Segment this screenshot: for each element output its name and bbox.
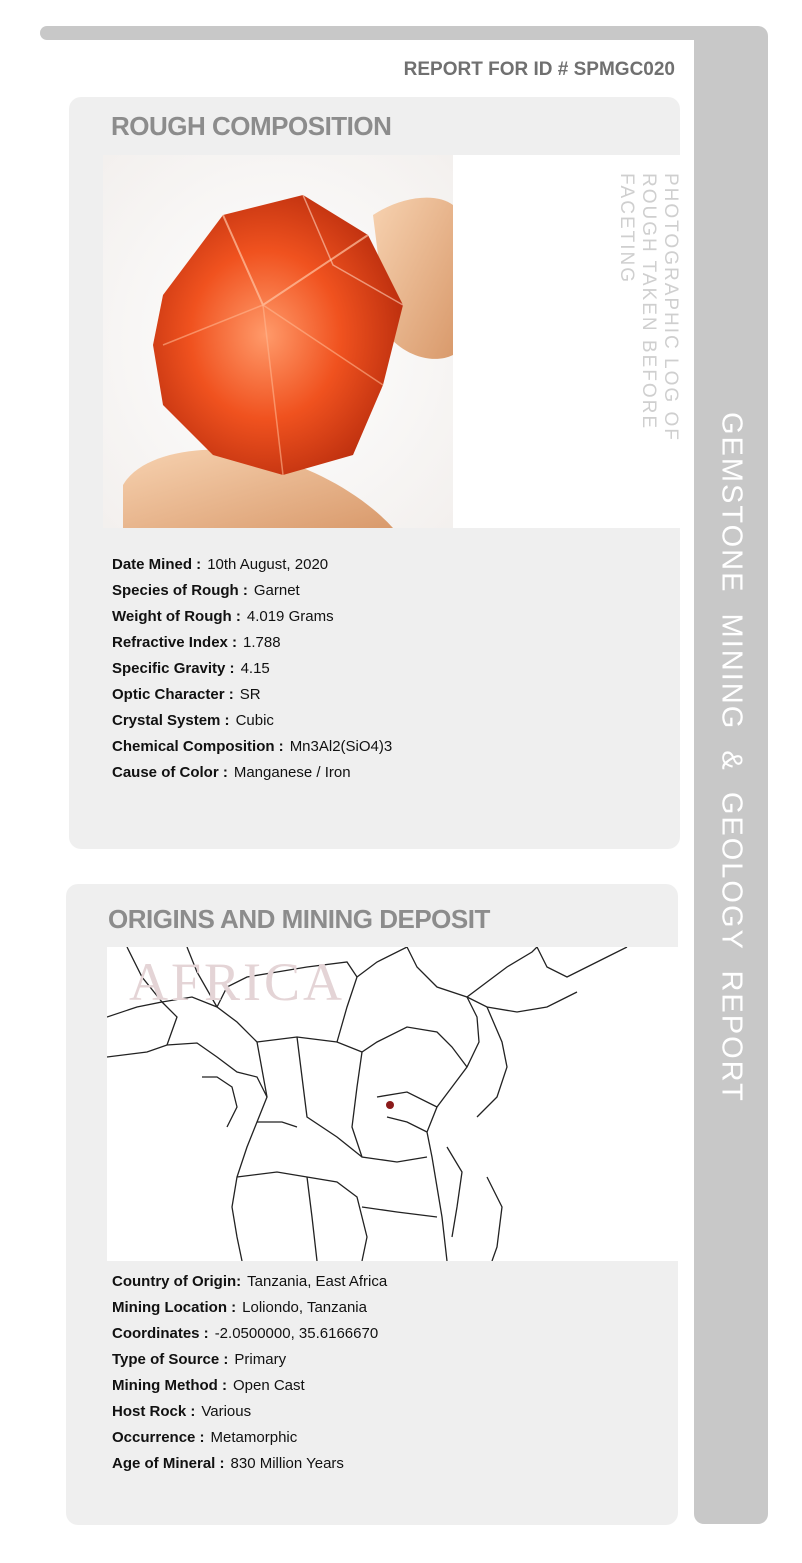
field-value: -2.0500000, 35.6166670: [214, 1325, 379, 1342]
field-value: Manganese / Iron: [233, 764, 351, 781]
field-value: Open Cast: [232, 1377, 305, 1394]
photo-caption: PHOTOGRAPHIC LOG OF ROUGH TAKEN BEFORE FACETING: [616, 173, 681, 442]
field-row: [112, 1273, 387, 1299]
origins-field-list: [112, 1273, 387, 1481]
field-label: Mining Location :: [112, 1299, 237, 1316]
field-label: Date Mined :: [112, 556, 202, 573]
field-value: Metamorphic: [210, 1429, 298, 1446]
field-value: Mn3Al2(SiO4)3: [289, 738, 393, 755]
field-value: Garnet: [253, 582, 300, 599]
rough-composition-title: ROUGH COMPOSITION: [111, 111, 392, 141]
field-value: Tanzania, East Africa: [247, 1273, 388, 1290]
field-row: [112, 1455, 387, 1481]
field-row: [112, 686, 392, 712]
field-label: Weight of Rough :: [112, 608, 241, 625]
location-marker: [386, 1101, 394, 1109]
field-value: 830 Million Years: [230, 1455, 344, 1472]
field-label: Optic Character :: [112, 686, 234, 703]
field-label: Species of Rough :: [112, 582, 248, 599]
field-label: Cause of Color :: [112, 764, 228, 781]
field-row: [112, 1325, 387, 1351]
field-label: Occurrence :: [112, 1429, 205, 1446]
field-value: SR: [239, 686, 261, 703]
field-label: Chemical Composition :: [112, 738, 284, 755]
rough-field-list: [112, 556, 392, 790]
field-value: 4.019 Grams: [246, 608, 334, 625]
field-value: 10th August, 2020: [207, 556, 329, 573]
field-label: Type of Source :: [112, 1351, 229, 1368]
field-row: [112, 660, 392, 686]
field-row: [112, 712, 392, 738]
side-title: GEMSTONE MINING & GEOLOGY REPORT: [715, 411, 748, 1103]
field-row: [112, 1299, 387, 1325]
field-value: 1.788: [243, 634, 281, 651]
field-row: [112, 1403, 387, 1429]
field-row: [112, 1377, 387, 1403]
field-label: Host Rock :: [112, 1403, 196, 1420]
field-row: [112, 764, 392, 790]
origins-title: ORIGINS AND MINING DEPOSIT: [108, 904, 490, 934]
field-value: Various: [201, 1403, 252, 1420]
rough-photo-area: [103, 155, 680, 528]
field-row: [112, 1351, 387, 1377]
rough-photo: [103, 155, 453, 528]
field-label: Refractive Index :: [112, 634, 238, 651]
field-row: [112, 556, 392, 582]
field-label: Specific Gravity :: [112, 660, 235, 677]
map-title: AFRICA: [129, 952, 346, 1012]
top-decorative-bar: [40, 26, 740, 40]
field-value: Primary: [234, 1351, 287, 1368]
field-value: 4.15: [240, 660, 270, 677]
field-row: [112, 634, 392, 660]
field-row: [112, 738, 392, 764]
field-value: Loliondo, Tanzania: [242, 1299, 367, 1316]
field-label: Crystal System :: [112, 712, 230, 729]
field-row: [112, 1429, 387, 1455]
field-label: Mining Method :: [112, 1377, 227, 1394]
field-label: Coordinates :: [112, 1325, 209, 1342]
field-row: [112, 582, 392, 608]
field-value: Cubic: [235, 712, 274, 729]
field-label: Country of Origin:: [112, 1273, 242, 1290]
report-id: REPORT FOR ID # SPMGC020: [403, 59, 675, 80]
side-title-wrap: [694, 412, 768, 1102]
field-label: Age of Mineral :: [112, 1455, 225, 1472]
africa-map: [107, 947, 678, 1261]
field-row: [112, 608, 392, 634]
